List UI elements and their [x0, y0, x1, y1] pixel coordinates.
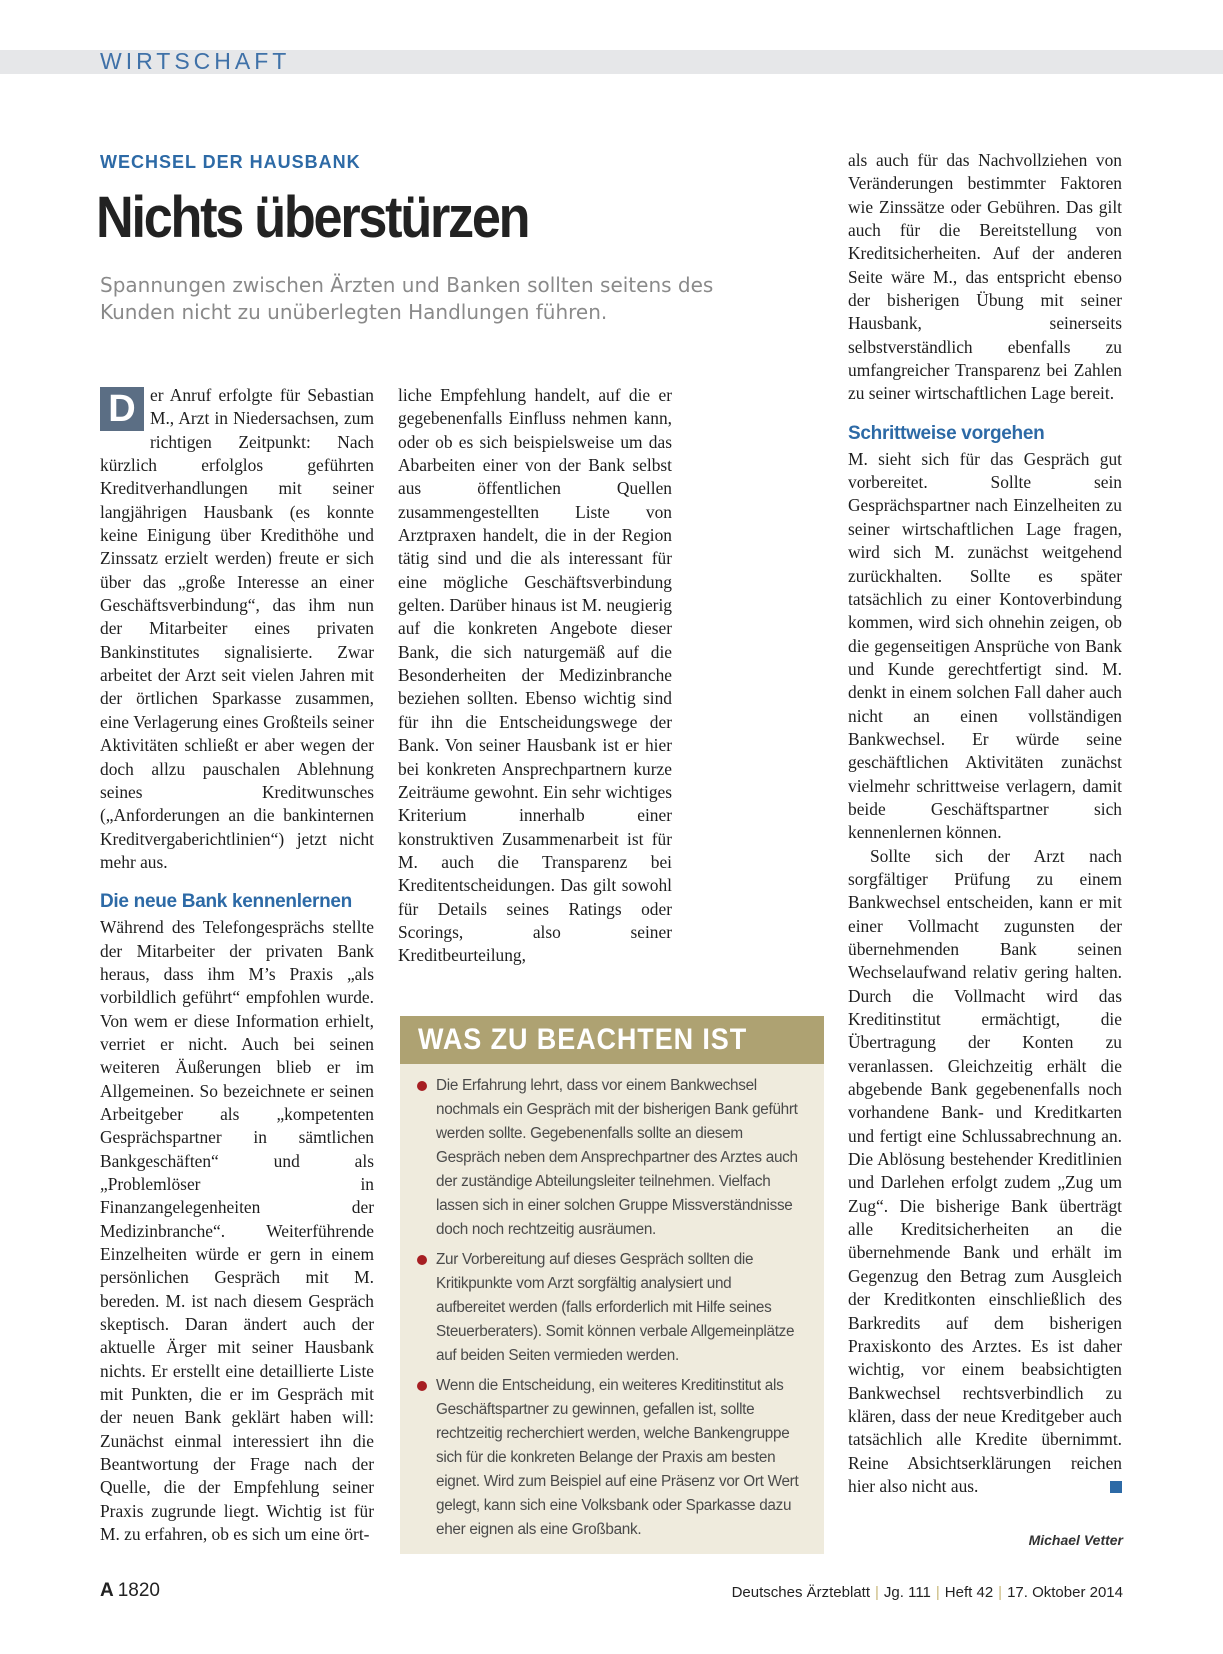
page-number: [100, 1580, 160, 1602]
page-number-value: 1820: [117, 1580, 161, 1601]
text-column-2: [398, 384, 672, 968]
paragraph: Während des Telefongesprächs stellte der Mitarbeiter der privaten Bank heraus, dass ihm M’s Praxis „als vorbildlich geführt“ empfohlen wurde. Von wem er diese Information erhielt, verriet er nicht. Auch bei seinen weiteren Äußerungen blieb er im Allgemeinen. So bezeichnete er seinen Arbeitgeber als „kompetenten Gesprächspartner in sämtlichen Bankgeschäften“ und als „Problemlöser in Finanzangelegenheiten der Medizinbranche“. Weiterführende Einzelheiten würde er gern in einem persönlichen Gespräch mit M. bereden. M. ist nach diesem Gespräch skeptisch. Daran ändert auch der aktuelle Ärger mit seiner Hausbank nichts. Er erstellt eine detaillierte Liste mit Punkten, die er im Gespräch mit der neuen Bank geklärt haben will: Zunächst einmal interessiert ihn die Beantwortung der Frage nach der Quelle, die der Empfehlung seiner Praxis zugrunde liegt. Wichtig ist für M. zu erfahren, ob es sich um eine ört-: [100, 917, 374, 1545]
final-text: Sollte sich der Arzt nach sorgfältiger Prüfung zu einem Bankwechsel entscheiden, kann er mit einer Vollmacht zugunsten der übernehmenden Bank seinen Wechselaufwand relativ gering halten. Durch die Vollmacht wird das Kreditinstitut ermächtigt, die Übertragung der Konten zu veranlassen. Gleichzeitig erhält die abgebende Bank gegebenenfalls noch vorhandene Bank- und Kreditkarten und fertigt eine Schlussabrechnung an. Die Ablösung bestehender Kreditlinien und Darlehen erfolgt zudem „Zug um Zug“. Die bisherige Bank überträgt alle Kreditsicherheiten an die übernehmende Bank und erhält im Gegenzug den Betrag zum Ausgleich der Kreditkonten einschließlich des Barkredits auf dem bisherigen Praxiskonto des Arztes. Es ist daher wichtig, vor einem beabsichtigten Bankwechsel rechtsverbindlich zu klären, dass der neue Kreditgeber auch tatsächlich alle Kredite übernimmt. Reine Absichtserklärungen reichen hier also nicht aus.: [848, 845, 1122, 1496]
subheading-schrittweise: Schrittweise vorgehen: [848, 422, 1045, 444]
journal-info: Deutsches Ärzteblatt | Jg. 111 | Heft 42 | 17. Oktober 2014: [731, 1584, 1123, 1601]
journal-name: Deutsches Ärzteblatt: [731, 1584, 870, 1601]
bullet-icon: [417, 1255, 427, 1265]
journal-volume: Jg. 111: [883, 1584, 931, 1601]
section-label: WIRTSCHAFT: [100, 48, 291, 74]
text-column-1: [100, 384, 374, 1547]
journal-issue: Heft 42: [944, 1584, 994, 1601]
paragraph: liche Empfehlung handelt, auf die er gegebenenfalls Einfluss nehmen kann, oder ob es sich beispielsweise um das Abarbeiten einer von der Bank selbst aus öffentlichen Quellen zusammengestellten Liste von Arztpraxen handelt, die in der Region tätig sind und die als interessant für eine mögliche Geschäftsverbindung gelten. Darüber hinaus ist M. neugierig auf die konkreten Angebote dieser Bank, die sich naturgemäß auf die Besonderheiten der Medizinbranche beziehen sollten. Ebenso wichtig sind für ihn die Entscheidungswege der Bank. Von seiner Hausbank ist er hier bei konkreten Ansprechpartnern kurze Zeiträume gewohnt. Ein sehr wichtiges Kriterium innerhalb einer konstruktiven Zusammenarbeit ist für M. auch die Transparenz bei Kreditentscheidungen. Das gilt sowohl für Details seines Ratings oder Scorings, also seiner Kreditbeurteilung,: [398, 385, 672, 966]
article-kicker: WECHSEL DER HAUSBANK: [100, 152, 361, 172]
list-item: [436, 1074, 804, 1242]
text-column-3: [848, 149, 1122, 1498]
subheading-neue-bank: Die neue Bank kennenlernen: [100, 891, 352, 913]
list-item-text: Zur Vorbereitung auf dieses Gespräch sollten die Kritikpunkte vom Arzt sorgfältig analysiert und aufbereitet werden (falls erforderlich mit Hilfe seines Steuerberaters). Somit können verbale Allgemeinplätze auf beiden Seiten vermieden werden.: [436, 1251, 795, 1364]
end-mark-icon: [1110, 1481, 1122, 1493]
final-paragraph: [848, 845, 1122, 1499]
info-box: [400, 1016, 824, 1554]
journal-date: 17. Oktober 2014: [1007, 1584, 1123, 1601]
info-box-title: WAS ZU BEACHTEN IST: [418, 1023, 748, 1056]
intro-paragraph: [100, 384, 374, 874]
intro-text: er Anruf erfolgte für Sebastian M., Arzt in Niedersachsen, zum richtigen Zeitpunkt: Nach kürzlich erfolglos geführten Kreditverhandlungen mit seiner langjährigen Hausbank (es konnte keine Einigung über Kredithöhe und Zinssatz erzielt werden) freute er sich über das „große Interesse an einer Geschäftsverbindung“, das ihm nun der Mitarbeiter eines privaten Bankinstitutes signalisierte. Zwar arbeitet der Arzt seit vielen Jahren mit der örtlichen Sparkasse zusammen, eine Verlagerung eines Großteils seiner Aktivitäten schließt er aber wegen der doch allzu pauschalen Ablehnung seines Kreditwunsches („Anforderungen an die bankinternen Kreditvergaberichtlinien“) jetzt nicht mehr aus.: [100, 385, 374, 872]
list-item-text: Wenn die Entscheidung, ein weiteres Kreditinstitut als Geschäftspartner zu gewinnen, gefallen ist, sollte rechtzeitig recherchiert werden, welche Bankengruppe sich für die konkreten Belange der Praxis am besten eignet. Wird zum Beispiel auf eine Präsenz vor Ort Wert gelegt, kann sich eine Volksbank oder Sparkasse dazu eher eignen als eine Großbank.: [436, 1377, 799, 1538]
dropcap: D: [100, 387, 144, 431]
list-item-text: Die Erfahrung lehrt, dass vor einem Bankwechsel nochmals ein Gespräch mit der bisherigen Bank geführt werden sollte. Gegebenenfalls sollte an diesem Gespräch neben dem Ansprechpartner des Arztes auch der zuständige Abteilungsleiter teilnehmen. Vielfach lassen sich in einer solchen Gruppe Missverständnisse doch noch rechtzeitig ausräumen.: [436, 1077, 798, 1238]
list-item: [436, 1374, 804, 1542]
article-subtitle: Spannungen zwischen Ärzten und Banken sollten seitens des Kunden nicht zu unüberlegten Handlungen führen.: [100, 273, 714, 324]
author-name: Michael Vetter: [1028, 1532, 1123, 1548]
info-box-header: [400, 1016, 824, 1064]
info-box-list: [400, 1064, 824, 1542]
paragraph: M. sieht sich für das Gespräch gut vorbereitet. Sollte sein Gesprächspartner nach Einzelheiten zu seiner wirtschaftlichen Lage fragen, wird sich M. zunächst weitgehend zurückhalten. Sollte es später tatsächlich zu einer Kontoverbindung kommen, wird sich ohnehin zeigen, ob die gegenseitigen Ansprüche von Bank und Kunde gerechtfertigt sind. M. denkt in einem solchen Fall daher auch nicht an einen vollständigen Bankwechsel. Er würde seine geschäftlichen Aktivitäten zunächst vielmehr schrittweise verlagern, damit beide Geschäftspartner sich kennenlernen können.: [848, 448, 1122, 843]
bullet-icon: [417, 1381, 427, 1391]
list-item: [436, 1248, 804, 1368]
page-prefix: A: [100, 1580, 114, 1601]
article-title: Nichts überstürzen: [96, 185, 529, 250]
paragraph: als auch für das Nachvollziehen von Veränderungen bestimmter Faktoren wie Zinssätze oder Gebühren. Das gilt auch für die Bereitstellung von Kreditsicherheiten. Auf der anderen Seite wäre M., das entspricht ebenso der bisherigen Übung mit seiner Hausbank, seinerseits selbstverständlich ebenfalls zu umfangreicher Transparenz bei Zahlen zu seiner wirtschaftlichen Lage bereit.: [848, 150, 1122, 404]
bullet-icon: [417, 1081, 427, 1091]
